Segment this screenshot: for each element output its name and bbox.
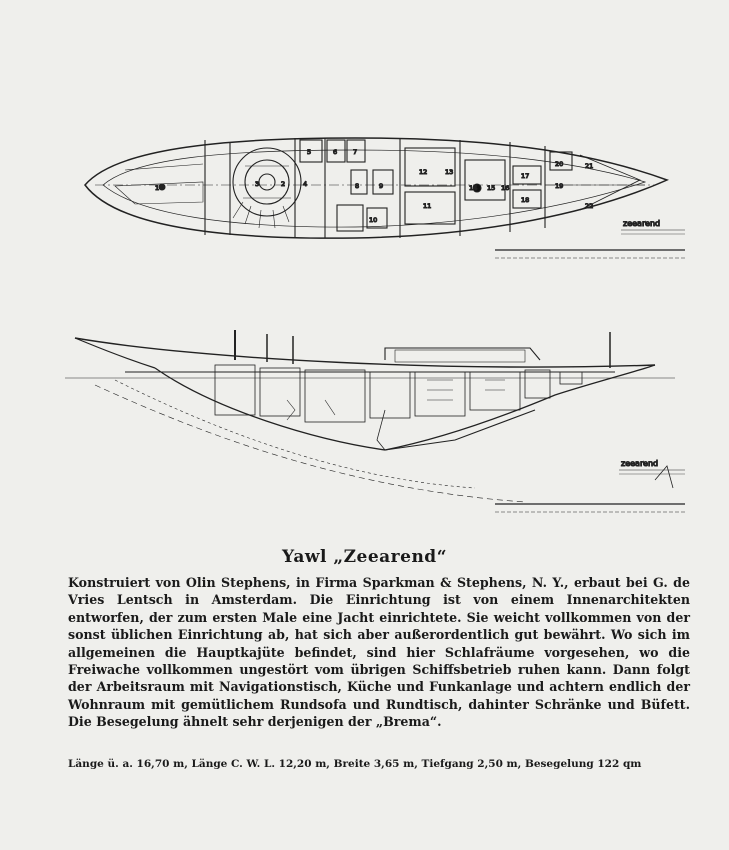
specifications-line: Länge ü. a. 16,70 m, Länge C. W. L. 12,20 m, Breite 3,65 m, Tiefgang 2,50 m, Besegelung 122 qm xyxy=(68,758,642,770)
room-number: 14 xyxy=(469,184,478,192)
room-number: 2 xyxy=(281,180,286,188)
room-number: 4 xyxy=(303,180,308,188)
room-number: 21 xyxy=(585,162,594,170)
room-number: 15 xyxy=(487,184,496,192)
drawing-canvas xyxy=(55,110,695,530)
room-number: 11 xyxy=(423,202,432,210)
room-number: 20 xyxy=(555,160,564,168)
yacht-drawings xyxy=(55,110,695,530)
room-number: 5 xyxy=(307,148,312,156)
room-number: 9 xyxy=(379,182,384,190)
room-number: 16 xyxy=(501,184,510,192)
room-number: 13 xyxy=(445,168,454,176)
room-number: 17 xyxy=(521,172,530,180)
room-number: 6 xyxy=(333,148,338,156)
room-number: 10 xyxy=(369,216,378,224)
accommodation-plan xyxy=(85,138,685,258)
room-number: 1 xyxy=(155,184,160,192)
room-number: 22 xyxy=(585,202,594,210)
room-number: 12 xyxy=(419,168,428,176)
article-body: Konstruiert von Olin Stephens, in Firma Sparkman & Stephens, N. Y., erbaut bei G. de Vries Lentsch in Amsterdam. Die Einrichtung ist von einem Innenarchitekten entworfen, der zum ersten Male eine Jacht einrichtete. Sie weicht vollkommen von der sonst üblichen Einrichtung ab, hat sich aber außerordentlich gut bewährt. Wo sich im allgemeinen die Hauptkajüte befindet, sind hier Schlafräume vorgesehen, wo die Freiwache vollkommen ungestört vom übrigen Schiffsbetrieb ruhen kann. Dann folgt der Arbeitsraum mit Navigationstisch, Küche und Funkanlage und achtern endlich der Wohnraum mit gemütlichem Rundsofa und Rundtisch, dahinter Schränke und Büfett. Die Besegelung ähnelt sehr derjenigen der „Brema“. xyxy=(68,575,690,730)
plan-title-block: zeearend xyxy=(623,219,661,228)
profile-section xyxy=(65,330,685,512)
room-number: 18 xyxy=(521,196,530,204)
article-title: Yawl „Zeearend“ xyxy=(282,547,447,567)
room-number: 3 xyxy=(255,180,260,188)
room-number: 19 xyxy=(555,182,564,190)
profile-title-block: zeearend xyxy=(621,459,659,468)
room-number: 7 xyxy=(353,148,358,156)
room-number: 8 xyxy=(355,182,360,190)
